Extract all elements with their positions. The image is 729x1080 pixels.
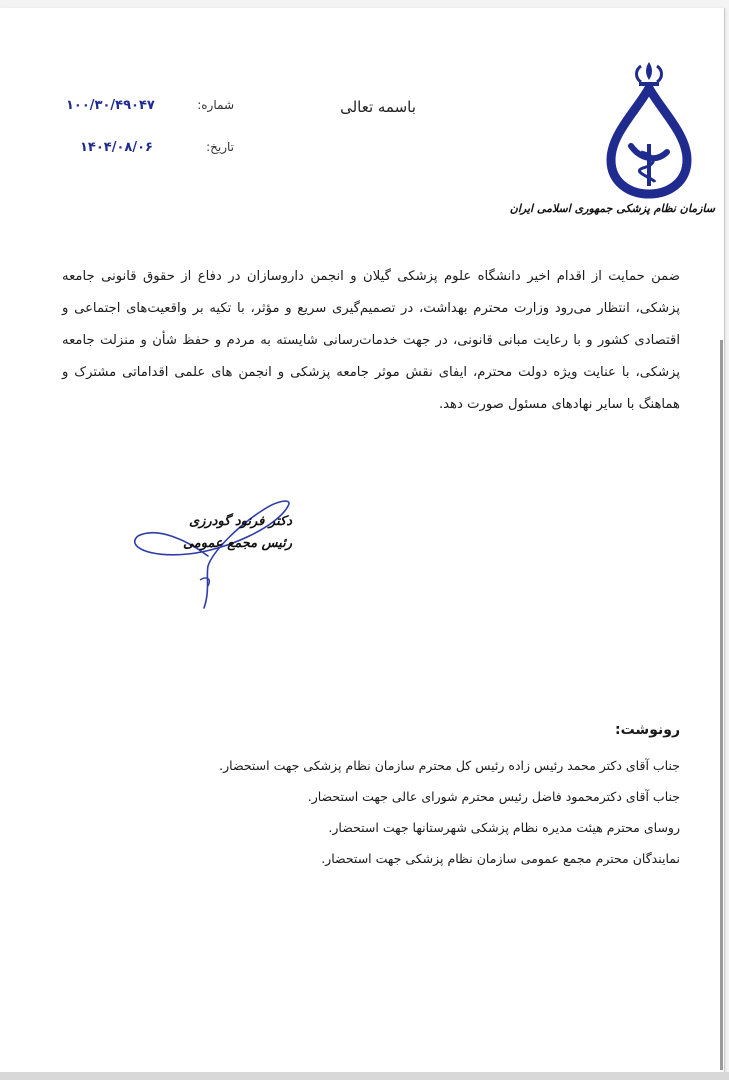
letter-number: ۱۰۰/۳۰/۴۹۰۴۷ [66, 98, 155, 113]
medical-council-emblem-icon [601, 60, 697, 200]
cc-item: جناب آقای دکتر محمد رئیس زاده رئیس کل محترم سازمان نظام پزشکی جهت استحضار. [219, 758, 680, 773]
signatory-title: رئیس مجمع عمومی [182, 536, 292, 551]
letter-body: ضمن حمایت از اقدام اخیر دانشگاه علوم پزشکی گیلان و انجمن داروسازان در دفاع از حقوق قانونی جامعه پزشکی، انتظار می‌رود وزارت محترم بهداشت، در تصمیم‌گیری سریع و مؤثر، با تکیه بر واقعیت‌های اجتماعی و اقتصادی کشور و با رعایت مبانی قانونی، در جهت خدمات‌رسانی شایسته به مردم و حفظ شأن و منزلت جامعه پزشکی، با عنایت ویژه دولت محترم، ایفای نقش موثر جامعه پزشکی و انجمن های علمی اقداماتی مشترک و هماهنگ با سایر نهادهای مسئول صورت دهد. [62, 269, 680, 412]
cc-item: روسای محترم هیئت مدیره نظام پزشکی شهرستانها جهت استحضار. [328, 820, 680, 835]
cc-list [120, 750, 680, 874]
letter-page [0, 8, 725, 1076]
org-name: سازمان نظام پزشکی جمهوری اسلامی ایران [509, 202, 715, 215]
cc-item: نمایندگان محترم مجمع عمومی سازمان نظام پزشکی جهت استحضار. [321, 851, 680, 866]
org-logo [509, 60, 715, 235]
number-label: شماره: [197, 98, 234, 112]
date-label: تاریخ: [206, 140, 234, 154]
invocation-heading: باسمه تعالی [340, 98, 416, 116]
page-edge-divider [720, 340, 723, 1070]
page-bottom-edge [0, 1072, 729, 1080]
cc-heading: رونوشت: [615, 722, 680, 738]
cc-item: جناب آقای دکترمحمود فاضل رئیس محترم شورای عالی جهت استحضار. [307, 789, 680, 804]
letter-date: ۱۴۰۴/۰۸/۰۶ [80, 140, 153, 155]
signatory-name: دکتر فرنود گودرزی [188, 514, 292, 529]
